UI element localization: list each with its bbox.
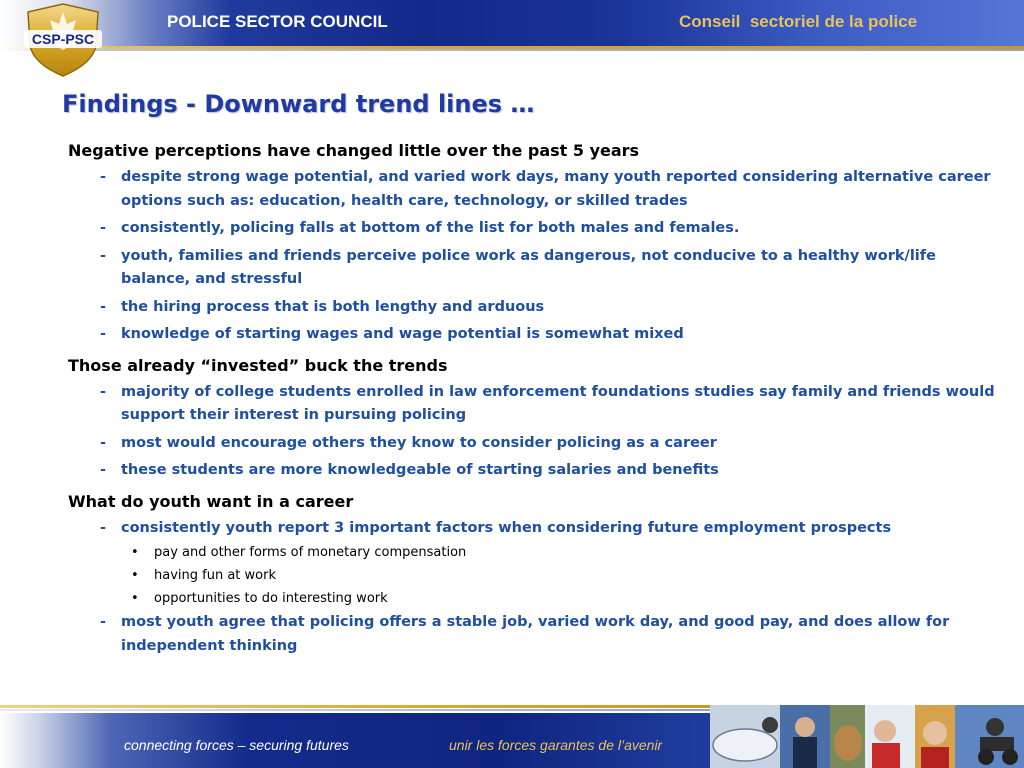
dash-list: [68, 517, 998, 541]
list-item-text: youth, families and friends perceive police work as dangerous, not conducive to a healthy work/life balance, and stressful: [121, 247, 936, 287]
dash-bullet: -: [100, 298, 107, 315]
csp-psc-logo-icon: [20, 2, 106, 78]
page-title: Findings - Downward trend lines …: [62, 90, 535, 118]
dot-bullet: •: [131, 591, 139, 606]
dash-bullet: -: [100, 326, 107, 342]
police-photo-collage-image: [710, 705, 1024, 768]
list-item-text: the hiring process that is both lengthy and arduous: [121, 298, 545, 315]
sub-list-item: [68, 564, 998, 587]
section-heading: Those already “invested” buck the trends: [68, 355, 448, 375]
dash-bullet: -: [100, 519, 107, 536]
section-heading: Negative perceptions have changed little over the past 5 years: [68, 141, 640, 160]
list-item: [68, 245, 998, 292]
header-title-en: POLICE SECTOR COUNCIL: [167, 12, 388, 31]
dash-list: [68, 611, 998, 658]
dash-list: [68, 166, 998, 347]
sub-list-item-text: pay and other forms of monetary compensation: [154, 545, 467, 560]
list-item-text: these students are more knowledgeable of starting salaries and benefits: [121, 462, 719, 478]
section-heading: What do youth want in a career: [68, 491, 354, 511]
dash-list: [68, 381, 998, 483]
dash-bullet: -: [100, 434, 107, 451]
dash-bullet: -: [100, 383, 107, 400]
list-item: [68, 296, 998, 320]
list-item: [68, 611, 998, 658]
list-item-text: consistently, policing falls at bottom of the list for both males and females.: [121, 220, 740, 236]
logo-text: CSP-PSC: [31, 31, 95, 47]
header-title-fr: Conseil sectoriel de la police: [679, 12, 918, 31]
footer-tagline-fr: unir les forces garantes de l’avenir: [449, 737, 663, 753]
sub-list-item-text: opportunities to do interesting work: [154, 591, 388, 606]
dot-list: [68, 541, 998, 610]
dash-bullet: -: [100, 614, 107, 630]
footer-blue-stripe: [0, 709, 710, 711]
sub-list-item: [68, 587, 998, 610]
section-negative-perceptions: [68, 140, 998, 347]
list-item-text: most youth agree that policing offers a stable job, varied work day, and good pay, and does allow for independent thinking: [121, 614, 950, 654]
dash-bullet: -: [100, 220, 107, 236]
list-item-text: most would encourage others they know to consider policing as a career: [121, 434, 717, 451]
list-item: [68, 517, 998, 541]
list-item: [68, 432, 998, 456]
list-item-text: knowledge of starting wages and wage potential is somewhat mixed: [121, 326, 684, 342]
dash-bullet: -: [100, 169, 107, 185]
list-item-text: majority of college students enrolled in law enforcement foundations studies say family and friends would support their interest in pursuing policing: [121, 383, 995, 423]
slide-content: [68, 140, 998, 662]
list-item: [68, 323, 998, 347]
section-youth-career: [68, 491, 998, 659]
section-invested: [68, 355, 998, 483]
footer-tagline-en: connecting forces – securing futures: [124, 737, 349, 753]
sub-list-item: [68, 541, 998, 564]
list-item: [68, 459, 998, 483]
list-item-text: despite strong wage potential, and varied work days, many youth reported considering alternative career options such as: education, health care, technology, or skilled trades: [121, 169, 991, 209]
list-item-text: consistently youth report 3 important factors when considering future employment prospects: [121, 519, 892, 536]
dot-bullet: •: [131, 545, 139, 560]
list-item: [68, 166, 998, 213]
footer-gold-stripe: [0, 705, 710, 708]
dash-bullet: -: [100, 462, 107, 478]
dash-bullet: -: [100, 247, 107, 264]
list-item: [68, 217, 998, 241]
dot-bullet: •: [131, 568, 139, 583]
header-blue-stripe: [0, 49, 1024, 51]
list-item: [68, 381, 998, 428]
sub-list-item-text: having fun at work: [154, 568, 276, 583]
